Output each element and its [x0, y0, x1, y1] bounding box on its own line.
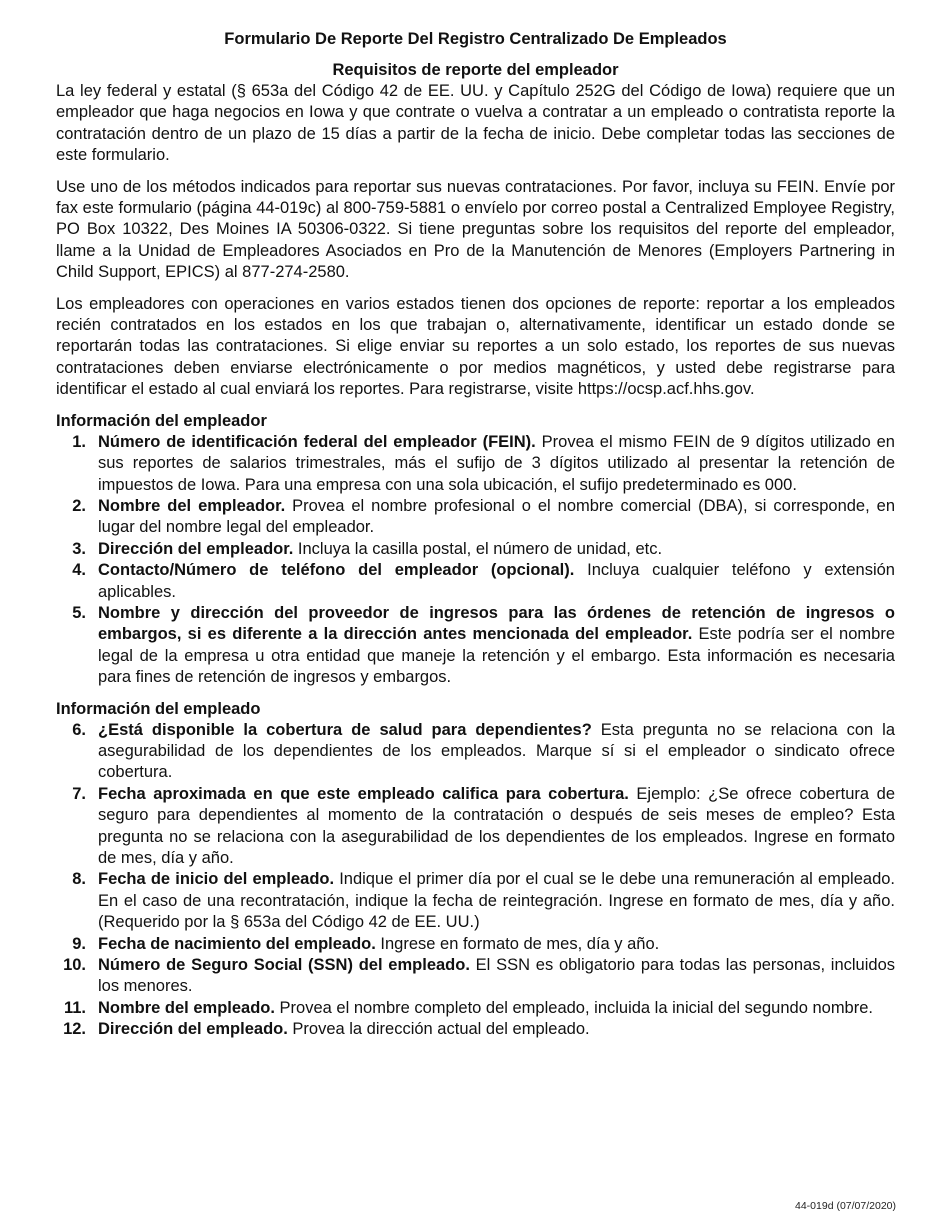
document-content	[56, 28, 895, 1041]
section-subtitle: Requisitos de reporte del empleador	[332, 61, 619, 79]
list-item: 12. Dirección del empleado. Provea la dirección actual del empleado.	[63, 1020, 590, 1039]
list-item: 1. Número de identificación federal del empleador (FEIN). Provea el mismo FEIN de 9 dígitos utilizado en sus reportes de salarios trimestrales, más el sufijo de 3 dígitos utilizado al presentar la retención de impuestos de Iowa. Para una empresa con una sola ubicación, el sufijo predeterminado es 000.	[72, 432, 895, 494]
list-item: 7. Fecha aproximada en que este empleado califica para cobertura. Ejemplo: ¿Se ofrece cobertura de seguro para dependientes al momento de la contratación o después de seis meses de empleo? Esta pregunta no se relaciona con la asegurabilidad de los dependientes de los empleados. Ingrese en formato de mes, día y año.	[72, 784, 895, 867]
employer-section-heading: Información del empleador	[56, 411, 267, 430]
list-item: 5. Nombre y dirección del proveedor de ingresos para las órdenes de retención de ingresos o embargos, si es diferente a la dirección antes mencionada del empleador. Este podría ser el nombre legal de la empresa u otra entidad que maneje la retención y el embargo. Esta información es necesaria para fines de retención de ingresos y embargos.	[72, 603, 895, 687]
list-item: 8. Fecha de inicio del empleado. Indique el primer día por el cual se le debe una remuneración al empleado. En el caso de una recontratación, indique la fecha de reintegración. Ingrese en formato de mes, día y año. (Requerido por la § 653a del Código 42 de EE. UU.)	[72, 870, 896, 932]
reporting-methods-paragraph: Use uno de los métodos indicados para reportar sus nuevas contrataciones. Por favor, incluya su FEIN. Envíe por fax este formulario (página 44-019c) al 800-759-5881 o envíelo por correo postal a Centralized Employee Registry, PO Box 10322, Des Moines IA 50306-0322. Si tiene preguntas sobre los requisitos del reporte del empleador, llame a la Unidad de Empleadores Asociados en Pro de la Manutención de Menores (Employers Partnering in Child Support, EPICS) al 877-274-2580.	[56, 177, 895, 282]
employee-section-heading: Información del empleado	[56, 699, 261, 718]
list-item: 4. Contacto/Número de teléfono del empleador (opcional). Incluya cualquier teléfono y extensión aplicables.	[72, 561, 895, 601]
multistate-paragraph: Los empleadores con operaciones en varios estados tienen dos opciones de reporte: reportar a los empleados recién contratados en los estados en los que trabajan o, alternativamente, identificar un estado donde se reportarán todas las contrataciones. Si elige enviar su reportes a un solo estado, los reportes de sus nuevas contrataciones deben enviarse electrónicamente o por medios magnéticos, y usted debe registrarse para identificar el estado al cual enviará los reportes. Para registrarse, visite https://ocsp.acf.hhs.gov.	[56, 294, 895, 399]
form-number-footer: 44-019d (07/07/2020)	[795, 1200, 896, 1212]
list-item: 11. Nombre del empleado. Provea el nombre completo del empleado, incluida la inicial del segundo nombre.	[63, 998, 873, 1017]
list-item: 6. ¿Está disponible la cobertura de salud para dependientes? Esta pregunta no se relaciona con la asegurabilidad de los dependientes de los empleados. Marque sí si el empleador o sindicato ofrece cobertura.	[72, 720, 895, 782]
employer-items-list	[56, 432, 895, 689]
list-item: 3. Dirección del empleador. Incluya la casilla postal, el número de unidad, etc.	[72, 539, 663, 558]
list-item: 9. Fecha de nacimiento del empleado. Ingrese en formato de mes, día y año.	[72, 934, 660, 953]
list-item: 10. Número de Seguro Social (SSN) del empleado. El SSN es obligatorio para todas las personas, incluidos los menores.	[63, 956, 895, 996]
document-title: Formulario De Reporte Del Registro Centralizado De Empleados	[224, 30, 727, 48]
employee-items-list	[56, 720, 895, 1041]
intro-paragraph: La ley federal y estatal (§ 653a del Código 42 de EE. UU. y Capítulo 252G del Código de Iowa) requiere que un empleador que haga negocios en Iowa y que contrate o vuelva a contratar a un empleado o contratista reporte la contratación dentro de un plazo de 15 días a partir de la fecha de inicio. Debe completar todas las secciones de este formulario.	[56, 82, 895, 165]
list-item: 2. Nombre del empleador. Provea el nombre profesional o el nombre comercial (DBA), si corresponde, en lugar del nombre legal del empleador.	[72, 496, 895, 537]
